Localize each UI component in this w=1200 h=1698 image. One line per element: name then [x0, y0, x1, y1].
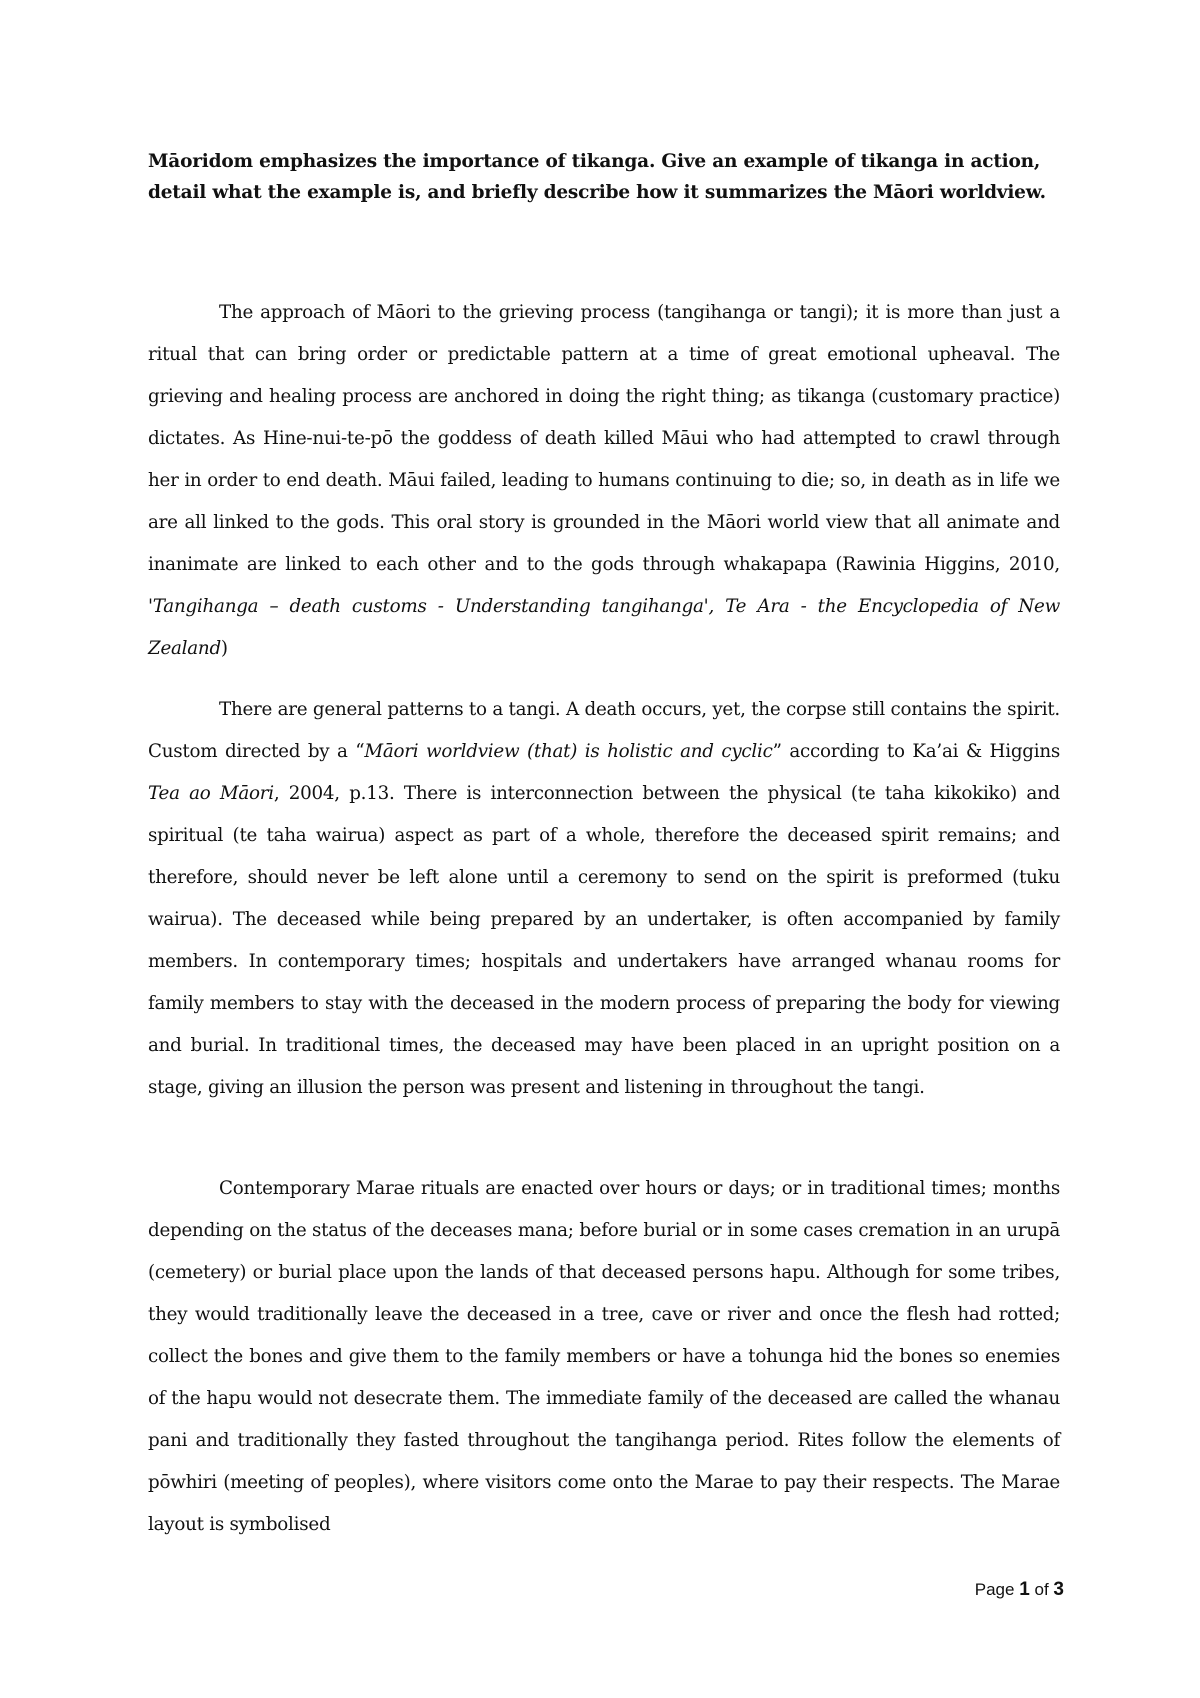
total-pages-number: 3 — [1053, 1579, 1064, 1600]
paragraph-1-citation-italic: 'Tangihanga – death customs - Understanding tangihanga', Te Ara - the Encyclopedia of New Zealand — [148, 596, 1060, 659]
paragraph-1-closing: ) — [220, 638, 228, 659]
paragraph-3 — [148, 1168, 1060, 1546]
paragraph-2-quote-italic: Māori worldview (that) is holistic and cyclic — [364, 741, 773, 762]
paragraph-2-text-b: ” according to Ka’ai & Higgins — [772, 741, 1060, 762]
page-number-footer — [975, 1579, 1064, 1601]
page-word: Page — [974, 1580, 1015, 1599]
paragraph-2-title-italic: Tea ao Māori — [148, 783, 274, 804]
paragraph-1-text: The approach of Māori to the grieving process (tangihanga or tangi); it is more than just a ritual that can bring order or predictable pattern at a time of great emotional upheaval. The grieving and healing process are anchored in doing the right thing; as tikanga (customary practice) dictates. As Hine-nui-te-pō the goddess of death killed Māui who had attempted to crawl through her in order to end death. Māui failed, leading to humans continuing to die; so, in death as in life we are all linked to the gods. This oral story is grounded in the Māori world view that all animate and inanimate are linked to each other and to the gods through whakapapa (Rawinia Higgins, 2010, — [148, 302, 1060, 575]
of-word: of — [1034, 1580, 1049, 1599]
question-heading: Māoridom emphasizes the importance of tikanga. Give an example of tikanga in action, detail what the example is, and briefly describe how it summarizes the Māori worldview. — [148, 151, 1046, 203]
paragraph-2-text-a: There are general patterns to a tangi. A death occurs, yet, the corpse still contains the spirit. Custom directed by a “ — [148, 699, 1060, 762]
paragraph-3-text: Contemporary Marae rituals are enacted over hours or days; or in traditional times; months depending on the status of the deceases mana; before burial or in some cases cremation in an urupā (cemetery) or burial place upon the lands of that deceased persons hapu. Although for some tribes, they would traditionally leave the deceased in a tree, cave or river and once the flesh had rotted; collect the bones and give them to the family members or have a tohunga hid the bones so enemies of the hapu would not desecrate them. The immediate family of the deceased are called the whanau pani and traditionally they fasted throughout the tangihanga period. Rites follow the elements of pōwhiri (meeting of peoples), where visitors come onto the Marae to pay their respects. The Marae layout is symbolised — [148, 1178, 1060, 1535]
paragraph-2 — [148, 689, 1060, 1109]
paragraph-1 — [148, 292, 1060, 670]
paragraph-2-text-c: , 2004, p.13. There is interconnection between the physical (te taha kikokiko) and spiritual (te taha wairua) aspect as part of a whole, therefore the deceased spirit remains; and therefore, should never be left alone until a ceremony to send on the spirit is preformed (tuku wairua). The deceased while being prepared by an undertaker, is often accompanied by family members. In contemporary times; hospitals and undertakers have arranged whanau rooms for family members to stay with the deceased in the modern process of preparing the body for viewing and burial. In traditional times, the deceased may have been placed in an upright position on a stage, giving an illusion the person was present and listening in throughout the tangi. — [148, 783, 1060, 1098]
current-page-number: 1 — [1019, 1579, 1030, 1600]
